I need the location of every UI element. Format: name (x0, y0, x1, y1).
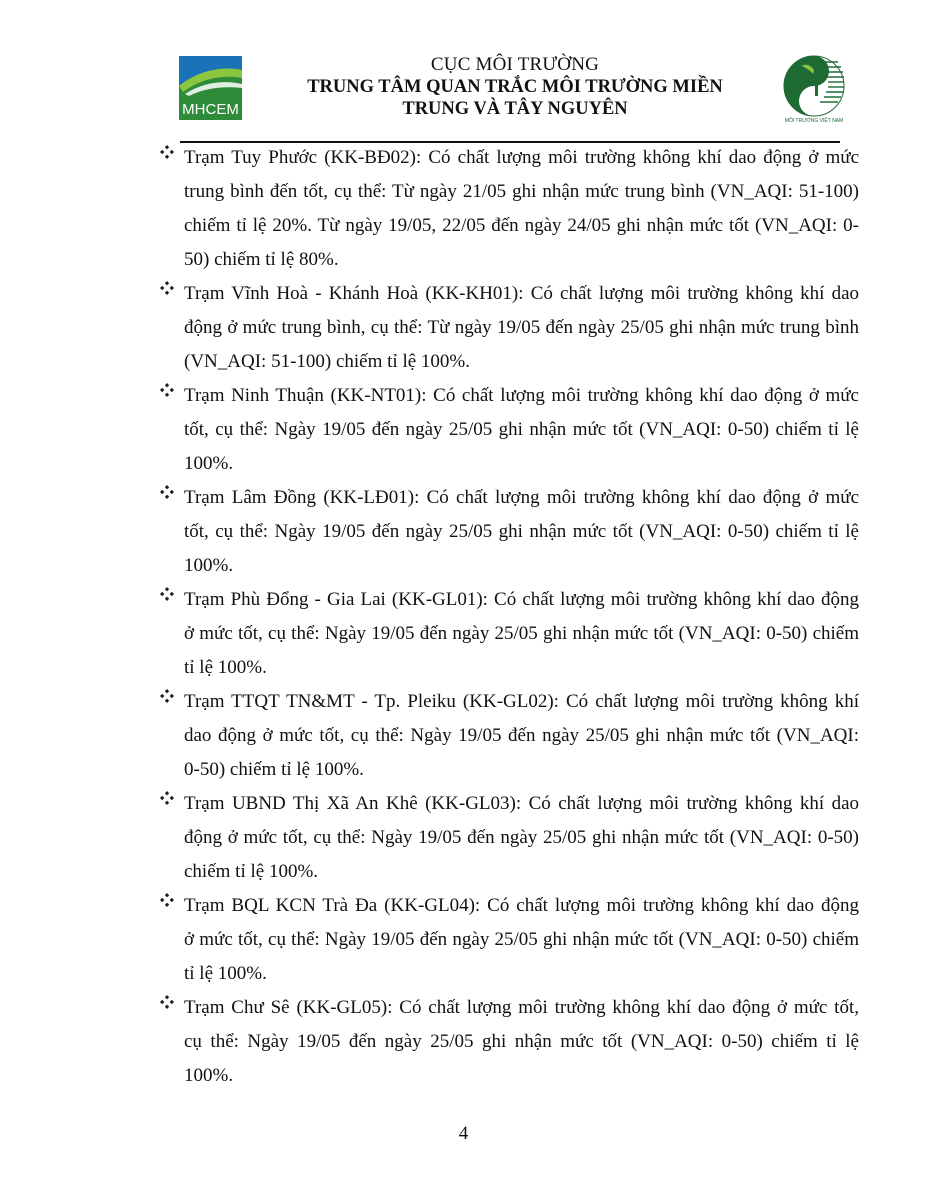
station-text-line: 50) chiếm tỉ lệ 80%. (184, 249, 339, 270)
diamond-bullet-icon (160, 281, 174, 295)
diamond-bullet-icon (160, 995, 174, 1009)
station-list-item (160, 141, 860, 277)
station-text-line: ở mức tốt, cụ thể: Ngày 19/05 đến ngày 25/05 ghi nhận mức tốt (VN_AQI: 0-50) chiếm (184, 929, 859, 950)
station-text-line: Trạm Tuy Phước (KK-BĐ02): Có chất lượng môi trường không khí dao động ở mức (184, 147, 859, 168)
station-text-line: 100%. (184, 453, 234, 474)
station-list-item (160, 379, 860, 481)
station-list-item (160, 685, 860, 787)
station-list-item (160, 787, 860, 889)
station-text-line: (VN_AQI: 51-100) chiếm tỉ lệ 100%. (184, 351, 470, 372)
station-text-line: tỉ lệ 100%. (184, 657, 267, 678)
page-number: 4 (458, 1123, 469, 1144)
station-list-item (160, 991, 860, 1093)
header-center-name-cont: TRUNG VÀ TÂY NGUYÊN (402, 99, 628, 119)
station-list-item (160, 277, 860, 379)
station-text-line: Trạm Vĩnh Hoà - Khánh Hoà (KK-KH01): Có chất lượng môi trường không khí dao (184, 283, 859, 304)
diamond-bullet-icon (160, 587, 174, 601)
station-list-item (160, 889, 860, 991)
station-text-line: tốt, cụ thể: Ngày 19/05 đến ngày 25/05 ghi nhận mức tốt (VN_AQI: 0-50) chiếm tỉ lệ (184, 419, 859, 440)
station-list-item (160, 583, 860, 685)
vietnam-environment-logo (780, 52, 848, 124)
diamond-bullet-icon (160, 893, 174, 907)
header-agency: CỤC MÔI TRƯỜNG (430, 54, 600, 75)
station-text-line: Trạm Phù Đổng - Gia Lai (KK-GL01): Có chất lượng môi trường không khí dao động (184, 589, 859, 610)
station-text-line: chiếm tỉ lệ 20%. Từ ngày 19/05, 22/05 đến ngày 24/05 ghi nhận mức tốt (VN_AQI: 0- (184, 215, 859, 236)
station-text-line: 0-50) chiếm tỉ lệ 100%. (184, 759, 364, 780)
station-text-line: Trạm TTQT TN&MT - Tp. Pleiku (KK-GL02): Có chất lượng môi trường không khí (184, 691, 859, 712)
mhcem-logo (179, 56, 242, 120)
svg-text:MHCEM: MHCEM (182, 101, 239, 118)
station-text-line: Trạm Ninh Thuận (KK-NT01): Có chất lượng môi trường không khí dao động ở mức (184, 385, 859, 406)
station-text-line: động ở mức trung bình, cụ thể: Từ ngày 19/05 đến ngày 25/05 ghi nhận mức trung bình (184, 317, 859, 338)
station-text-line: Trạm BQL KCN Trà Đa (KK-GL04): Có chất lượng môi trường không khí dao động (184, 895, 859, 916)
svg-text:MÔI TRƯỜNG VIỆT NAM: MÔI TRƯỜNG VIỆT NAM (784, 118, 844, 124)
diamond-bullet-icon (160, 145, 174, 159)
station-text-line: Trạm Lâm Đồng (KK-LĐ01): Có chất lượng môi trường không khí dao động ở mức (184, 487, 859, 508)
station-list-item (160, 481, 860, 583)
diamond-bullet-icon (160, 791, 174, 805)
station-text-line: cụ thể: Ngày 19/05 đến ngày 25/05 ghi nhận mức tốt (VN_AQI: 0-50) chiếm tỉ lệ (184, 1031, 859, 1052)
station-list (160, 141, 860, 1093)
diamond-bullet-icon (160, 383, 174, 397)
header-center-name: TRUNG TÂM QUAN TRẮC MÔI TRƯỜNG MIỀN (307, 77, 723, 97)
station-text-line: chiếm tỉ lệ 100%. (184, 861, 319, 882)
station-text-line: 100%. (184, 1065, 234, 1086)
station-text-line: động ở mức tốt, cụ thể: Ngày 19/05 đến ngày 25/05 ghi nhận mức tốt (VN_AQI: 0-50) (184, 827, 859, 848)
header-title-block (260, 54, 770, 120)
station-text-line: Trạm UBND Thị Xã An Khê (KK-GL03): Có chất lượng môi trường không khí dao (184, 793, 859, 814)
station-text-line: trung bình đến tốt, cụ thể: Từ ngày 21/05 ghi nhận mức trung bình (VN_AQI: 51-100) (184, 181, 859, 202)
station-text-line: dao động ở mức tốt, cụ thể: Ngày 19/05 đến ngày 25/05 ghi nhận mức tốt (VN_AQI: (184, 725, 859, 746)
station-text-line: Trạm Chư Sê (KK-GL05): Có chất lượng môi trường không khí dao động ở mức tốt, (184, 997, 859, 1018)
station-text-line: ở mức tốt, cụ thể: Ngày 19/05 đến ngày 25/05 ghi nhận mức tốt (VN_AQI: 0-50) chiếm (184, 623, 859, 644)
station-text-line: tốt, cụ thể: Ngày 19/05 đến ngày 25/05 ghi nhận mức tốt (VN_AQI: 0-50) chiếm tỉ lệ (184, 521, 859, 542)
station-text-line: 100%. (184, 555, 234, 576)
diamond-bullet-icon (160, 485, 174, 499)
station-text-line: tỉ lệ 100%. (184, 963, 267, 984)
diamond-bullet-icon (160, 689, 174, 703)
document-header (0, 0, 927, 145)
